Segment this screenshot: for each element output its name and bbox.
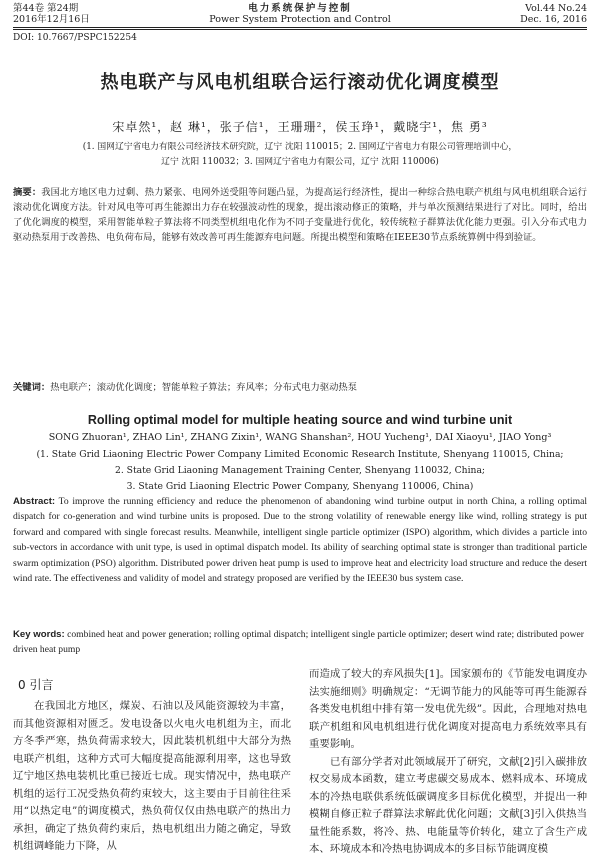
- date-cn: 2016年12月16日: [13, 14, 90, 25]
- abstract-en: [13, 494, 587, 586]
- affiliation-cn-2: 辽宁 沈阳 110032；3. 国网辽宁省电力有限公司，辽宁 沈阳 110006): [161, 157, 439, 167]
- body-column-left: 在我国北方地区，煤炭、石油以及风能资源较为丰富，而其他资源相对匮乏。发电设备以火电火电机组为主，而北方冬季严寒，热负荷需求较大，因此装机机组中大部分为热电联产机组，这种方式可大幅度提高能源利用率，这也导致辽宁地区热电装机比重已接近七成。现实情况中，热电联产机组的运行工况受热负荷约束较大，这主要由于目前往往采用“以热定电”的调度模式，热负荷仅仅由热电联产的热出力承担，确定了热负荷约束后，热电机组出力随之确定，导致机组调峰能力下降，从: [13, 700, 291, 852]
- journal-en: Power System Protection and Control: [209, 14, 391, 25]
- section-heading: 0 引言: [18, 678, 54, 692]
- abstract-cn: [13, 185, 587, 245]
- keywords-en-text: combined heat and power generation; rolling optimal dispatch; intelligent single particle optimizer; desert wind rate; distributed power driven heat pump: [13, 629, 584, 656]
- keywords-cn-label: 关键词：: [13, 382, 51, 393]
- body-right-paragraph-1: 而造成了较大的弃风损失[1]。国家颁布的《节能发电调度办法实施细则》明确规定：“无调节能力的风能等可再生能源吞各类发电机组中排有第一发电优先级”。因此，合理地对热电联产机组和风电机组进行优化调度对提高电力系统效率具有重要影响。: [309, 668, 587, 750]
- header-rule-bottom: [13, 29, 587, 30]
- keywords-cn-text: 热电联产；滚动优化调度；智能单粒子算法；弃风率；分布式电力驱动热泵: [50, 382, 358, 393]
- volume-en: Vol.44 No.24: [525, 3, 587, 14]
- journal-cn: 电力系统保护与控制: [248, 3, 352, 14]
- abstract-cn-text: 我国北方地区电力过剩、热力紧张、电网外送受阻等问题凸显，为提高运行经济性，提出一种综合热电联产机组与风电机组联合运行滚动优化调度方法。针对风电等可再生能源出力存在较强波动性的现象，提出滚动修正的策略，并与单次预测结果进行了对比。同时，给出了优化调度的模型，采用智能单粒子算法将不同类型机组电化作为不同子变量进行优化，较传统粒子群算法优化能力更强。引入分布式电力驱动热泵用于改善热、电负荷布局，能够有效改善可再生能源弃电问题。所提出模型和策略在IEEE30节点系统算例中得到验证。: [13, 187, 587, 243]
- header-right: [520, 3, 587, 25]
- affiliation-en-1: (1. State Grid Liaoning Electric Power Company Limited Economic Research Institute, Shenyang 110015, China;: [36, 449, 564, 460]
- authors-en: SONG Zhuoran¹, ZHAO Lin¹, ZHANG Zixin¹, WANG Shanshan², HOU Yucheng¹, DAI Xiaoyu¹, JIAO Yong³: [48, 432, 552, 443]
- authors-cn: 宋卓然¹，赵 琳¹，张子信¹，王珊珊²，侯玉琤¹，戴晓宇¹，焦 勇³: [112, 120, 488, 134]
- keywords-en: [13, 627, 587, 658]
- header-rule-top: [13, 27, 587, 28]
- affiliation-cn-1: (1. 国网辽宁省电力有限公司经济技术研究院，辽宁 沈阳 110015；2. 国网辽宁省电力有限公司管理培训中心，: [82, 142, 518, 152]
- body-right-paragraph-2: 已有部分学者对此领域展开了研究，文献[2]引入碳排放权交易成本函数，建立考虑碳交易成本、燃料成本、环境成本的冷热电联供系统低碳调度多目标优化模型，并提出一种模糊自修正粒子群算法求解此优化问题；文献[3]引入供热当量性能系数，将冷、热、电能量等价转化，建立了含生产成本、环境成本和冷热电协调成本的多目标节能调度模: [309, 755, 587, 855]
- keywords-en-label: Key words:: [13, 629, 65, 640]
- body-column-right: [309, 666, 587, 859]
- affiliation-en-2: 2. State Grid Liaoning Management Training Center, Shenyang 110032, China;: [114, 465, 486, 476]
- abstract-en-label: Abstract:: [13, 496, 56, 507]
- doi: DOI: 10.7667/PSPC152254: [13, 33, 137, 43]
- running-header: [0, 0, 600, 26]
- abstract-cn-label: 摘要：: [13, 187, 42, 198]
- affiliation-en-3: 3. State Grid Liaoning Electric Power Company, Shenyang 110006, China): [126, 481, 474, 492]
- paper-title-en: Rolling optimal model for multiple heating source and wind turbine unit: [87, 413, 513, 427]
- header-center: [0, 3, 600, 25]
- volume-cn: 第44卷 第24期: [13, 3, 79, 14]
- date-en: Dec. 16, 2016: [520, 14, 587, 25]
- abstract-en-text: To improve the running efficiency and reduce the phenomenon of abandoning wind turbine output in north China, a rolling optimal dispatch for co-generation and wind turbine units is proposed. Due to the strong volatility of renewable energy like wind, rolling strategy is put forward and compared with single forecast results. Meanwhile, intelligent single particle optimizer (ISPO) algorithm, which divides a particle into sub-vectors in accordance with unit type, is used in optimal dispatch model. Its ability of searching optimal state is stronger than traditional particle swarm optimization (PSO) algorithm. Distributed power driven heat pump is used to improve heat and electricity load structure and reduce the desert wind rate. The effectiveness and validity of model and strategy proposed are verified by the IEEE30 bus system case.: [13, 496, 587, 585]
- keywords-cn: [13, 380, 587, 395]
- paper-title-cn: 热电联产与风电机组联合运行滚动优化调度模型: [100, 72, 500, 93]
